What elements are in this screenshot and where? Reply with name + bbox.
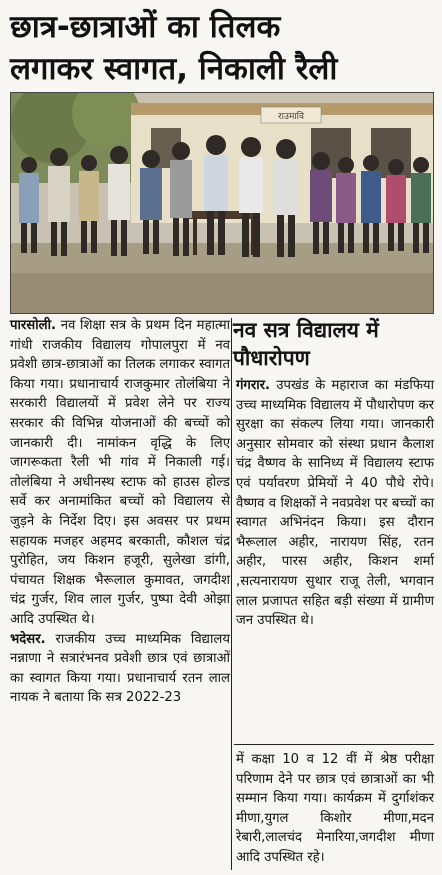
right-article-dateline: गंगरार. [236, 378, 271, 393]
continuation-divider [234, 744, 434, 745]
headline-line-1: छात्र-छात्राओं का तिलक [10, 9, 281, 45]
right-article-paragraph [236, 376, 434, 631]
headline [10, 6, 434, 90]
column-divider [231, 318, 232, 870]
left-article-dateline-2: भदेसर. [10, 631, 46, 647]
photo-banner-text: राउमावि [278, 112, 304, 122]
left-article-body: नव शिक्षा सत्र के प्रथम दिन महात्मा गांधी राजकीय विद्यालय गोपालपुरा में नव प्रवेशी छात्र-छात्राओं का तिलक लगाकर स्वागत किया गया। प्रधानाचार्य राजकुमार तोलंबिया ने सरकारी विद्यालयों में प्रवेश लेने पर राज्य सरकार की विभिन्न योजनाओं की बच्चों को जानकारी दी। नामांकन वृद्धि के लिए जागरूकता रैली भी गांव में निकाली गई। तोलंबिया ने अधीनस्थ स्टाफ को हाउस होल्ड सर्वे कर अनामांकित बच्चों को विद्यालय से जुड़ने के निर्देश दिए। इस अवसर पर प्रथम सहायक मजहर अहमद बरकाती, कौशल चंद्र पुरोहित, जय किशन हजूरी, सुलेखा डांगी, पंचायत शिक्षक भैरूलाल कुमावत, जगदीश चंद्र गुर्जर, शिव लाल गुर्जर, पुष्पा देवी ओझा आदि उपस्थित थे। [10, 318, 230, 627]
continuation-article [236, 750, 434, 868]
continuation-body: में कक्षा 10 व 12 वीं में श्रेष्ठ परीक्षा परिणाम देने पर छात्र एवं छात्राओं का भी सम्मान किया गया। कार्यक्रम में दुर्गाशंकर मीणा,युगल किशोर मीणा,मदन रेबारी,लालचंद मेनारिया,जगदीश मीणा आदि उपस्थित रहे। [236, 752, 434, 865]
left-article-dateline: पारसोली. [10, 318, 56, 333]
right-article [236, 376, 434, 631]
left-article-body-2: राजकीय उच्च माध्यमिक विद्यालय नन्नाणा ने सत्रारंभनव प्रवेशी छात्र एवं छात्राओं का स्वागत किया गया। प्रधानाचार्य रतन लाल नायक ने बताया कि सत्र 2022-23 [10, 631, 230, 706]
right-article-body: उपखंड के महाराज का मंडफिया उच्च माध्यमिक विद्यालय में पौधारोपण कर सुरक्षा का संकल्प लिया गया। जानकारी अनुसार सोमवार को संस्था प्रधान कैलाश चंद्र वैष्णव के सानिध्य में विद्यालय स्टाफ एवं पर्यावरण प्रेमियों ने 40 पौधे रोपे। वैष्णव व शिक्षकों ने नवप्रवेश पर बच्चों का स्वागत अभिनंदन किया। इस दौरान भैरूलाल अहीर, नारायण सिंह, रतन अहीर, पारस अहीर, किशन शर्मा ,सत्यनारायण सुथार राजू तेली, भगवान लाल प्रजापत सहित बड़ी संख्या में ग्रामीण जन उपस्थित थे। [236, 378, 434, 629]
left-article [10, 316, 230, 708]
headline-line-2: लगाकर स्वागत, निकाली रैली [10, 51, 338, 87]
right-article-headline: नव सत्र विद्यालय में पौधारोपण [233, 318, 379, 370]
left-article-paragraph-1 [10, 316, 230, 630]
left-article-paragraph-2 [10, 630, 230, 708]
news-photo [10, 92, 434, 314]
